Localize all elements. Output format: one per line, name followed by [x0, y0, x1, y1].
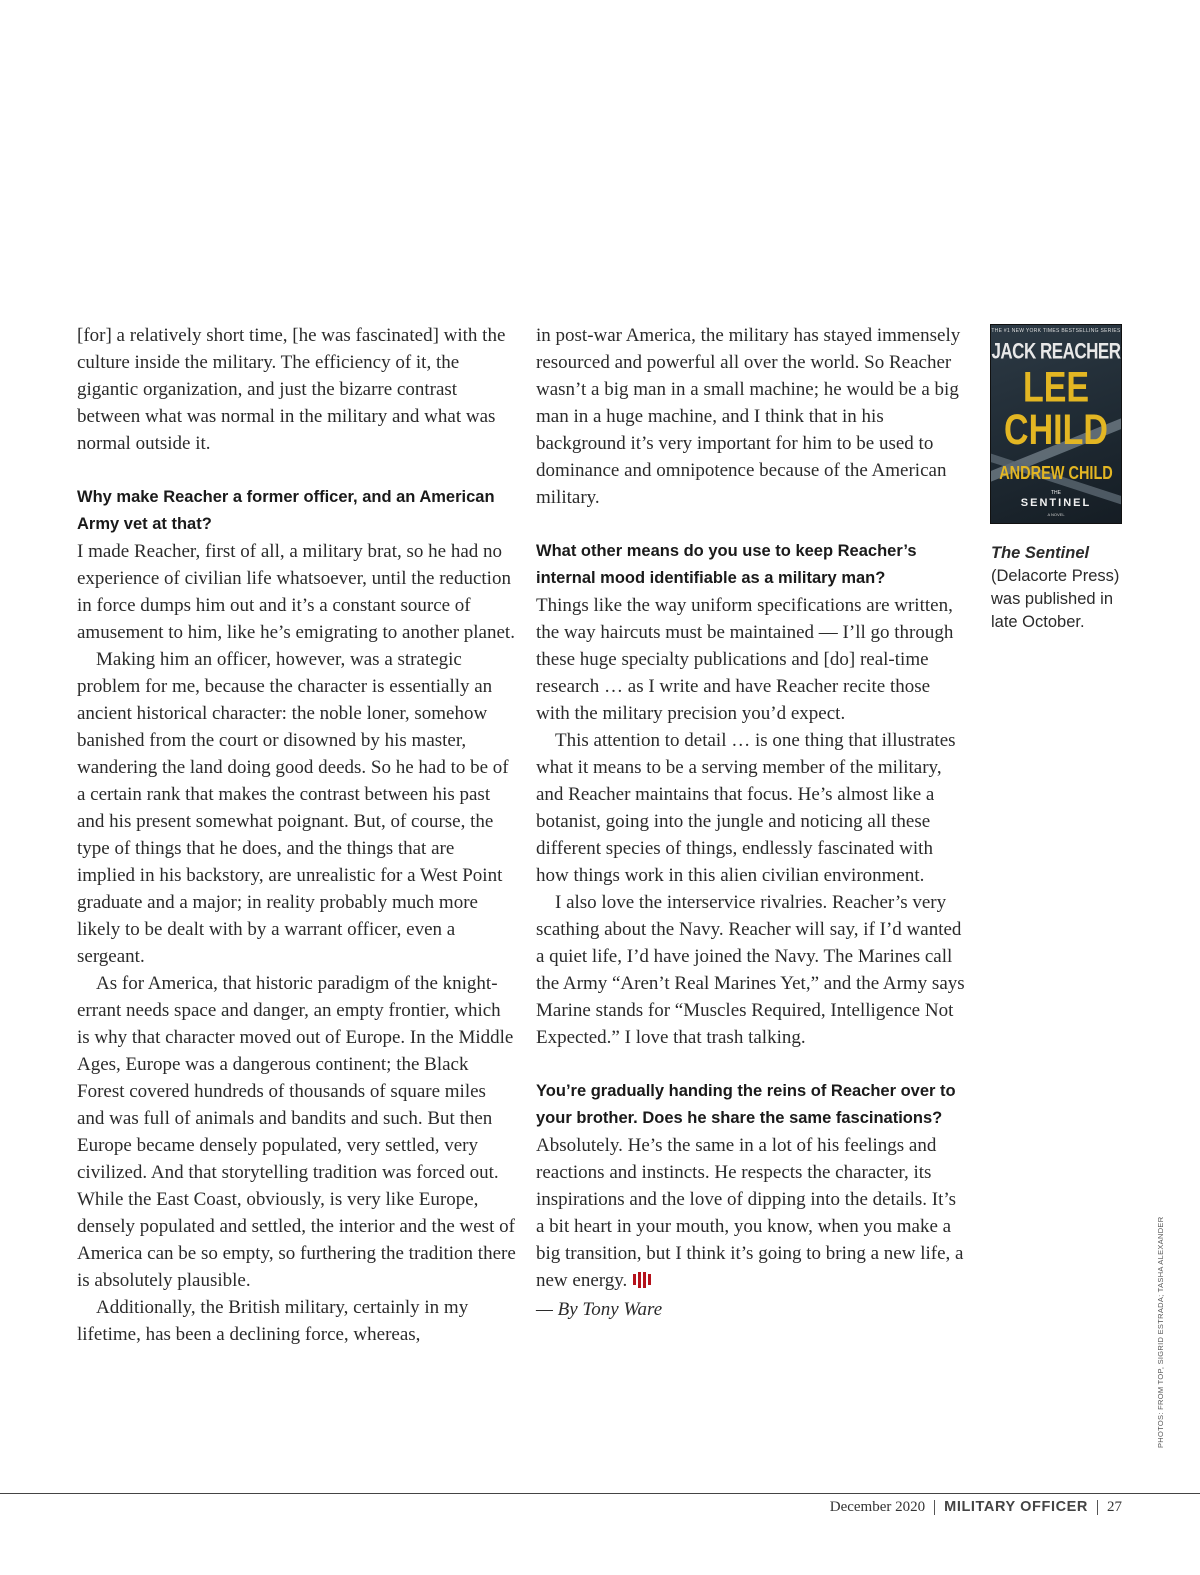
final-paragraph [536, 1132, 966, 1296]
magazine-name: MILITARY OFFICER [944, 1499, 1088, 1515]
question-heading: What other means do you use to keep Reacher’s internal mood identifiable as a military man? [536, 542, 917, 587]
image-caption [991, 542, 1121, 634]
cover-title: SENTINEL [1020, 497, 1092, 509]
book-cover-image [990, 324, 1122, 524]
question-heading: You’re gradually handing the reins of Reacher over to your brother. Does he share the same fascinations? [536, 1082, 956, 1127]
cover-series: JACK REACHER [991, 339, 1121, 364]
caption-text: (Delacorte Press) was published in late October. [991, 567, 1120, 631]
paragraph: This attention to detail … is one thing that illustrates what it means to be a serving member of the military, and Reacher maintains that focus. He’s almost like a botanist, going into the jungle and noticing all these different species of things, endlessly fascinated with how things work in this alien civilian environment. [536, 730, 956, 886]
issue-date: December 2020 [829, 1498, 926, 1515]
paragraph: in post-war America, the military has stayed immensely resourced and powerful all over the world. So Reacher wasn’t a big man in a small machine; he would be a big man in a huge machine, and I think that in his background it’s very important for him to be used to dominance and omnipotence because of the American military. [536, 325, 961, 508]
page-footer [830, 1497, 1122, 1517]
cover-coauthor: ANDREW CHILD [999, 463, 1113, 485]
paragraph: Things like the way uniform specifications are written, the way haircuts must be maintained — I’ll go through these huge specialty publications and [do] real-time research … as I write and have Reacher recite those with the military precision you’d expect. [536, 595, 954, 724]
paragraph: I also love the interservice rivalries. Reacher’s very scathing about the Navy. Reacher will say, if I’d wanted a quiet life, I’d have joined the Navy. The Marines call the Army “Aren’t Real Marines Yet,” and the Army says Marine stands for “Muscles Required, Intelligence Not Expected.” I love that trash talking. [536, 892, 965, 1048]
cover-subtitle: A NOVEL [1047, 512, 1065, 517]
paragraph: As for America, that historic paradigm of the knight-errant needs space and danger, an empty frontier, which is why that character moved out of Europe. In the Middle Ages, Europe was a dangerous continent; the Black Forest covered hundreds of thousands of square miles and was full of animals and bandits and such. But then Europe became densely populated, very settled, very civilized. And that storytelling tradition was forced out. While the East Coast, obviously, is very like Europe, densely populated and settled, the interior and the west of America can be so empty, so furthering the tradition there is absolutely plausible. [77, 973, 516, 1291]
cover-author: LEE CHILD [1004, 364, 1108, 454]
cover-tagline: THE #1 NEW YORK TIMES BESTSELLING SERIES [991, 328, 1121, 334]
end-mark-icon [633, 1269, 651, 1296]
paragraph: [for] a relatively short time, [he was fascinated] with the culture inside the military. The efficiency of it, the gigantic organization, and just the bizarre contrast between what was normal in the military and what was normal outside it. [77, 325, 506, 454]
cover-title-article: THE [1051, 490, 1061, 496]
footer-divider [1097, 1500, 1098, 1515]
paragraph: Making him an officer, however, was a strategic problem for me, because the character is essentially an ancient historical character: the noble loner, somehow banished from the court or disowned by his master, wandering the land doing good deeds. So he had to be of a certain rank that makes the contrast between his past and his present somewhat poignant. But, of course, the type of things that he does, and the things that are implied in his backstory, are unrealistic for a West Point graduate and a major; in reality probably much more likely to be dealt with by a warrant officer, even a sergeant. [77, 649, 509, 967]
article-column-left [77, 322, 517, 1348]
photo-credit: PHOTOS: FROM TOP, SIGRID ESTRADA; TASHA ALEXANDER [1156, 1216, 1165, 1448]
page-number: 27 [1107, 1498, 1122, 1515]
footer-rule [0, 1493, 1200, 1494]
caption-title: The Sentinel [991, 544, 1090, 562]
paragraph: Additionally, the British military, certainly in my lifetime, has been a declining force, whereas, [77, 1297, 469, 1345]
question-heading: Why make Reacher a former officer, and an American Army vet at that? [77, 488, 495, 533]
paragraph: I made Reacher, first of all, a military brat, so he had no experience of civilian life whatsoever, until the reduction in force dumps him out and it’s a constant source of amusement to him, like he’s emigrating to another planet. [77, 541, 515, 643]
paragraph-text: Absolutely. He’s the same in a lot of his feelings and reactions and instincts. He respects the character, its inspirations and the love of dipping into the details. It’s a bit heart in your mouth, you know, when you make a big transition, but I think it’s going to bring a new life, a new energy. [536, 1135, 964, 1291]
article-column-middle [536, 322, 966, 1323]
byline: — By Tony Ware [536, 1299, 663, 1320]
footer-divider [934, 1500, 935, 1515]
